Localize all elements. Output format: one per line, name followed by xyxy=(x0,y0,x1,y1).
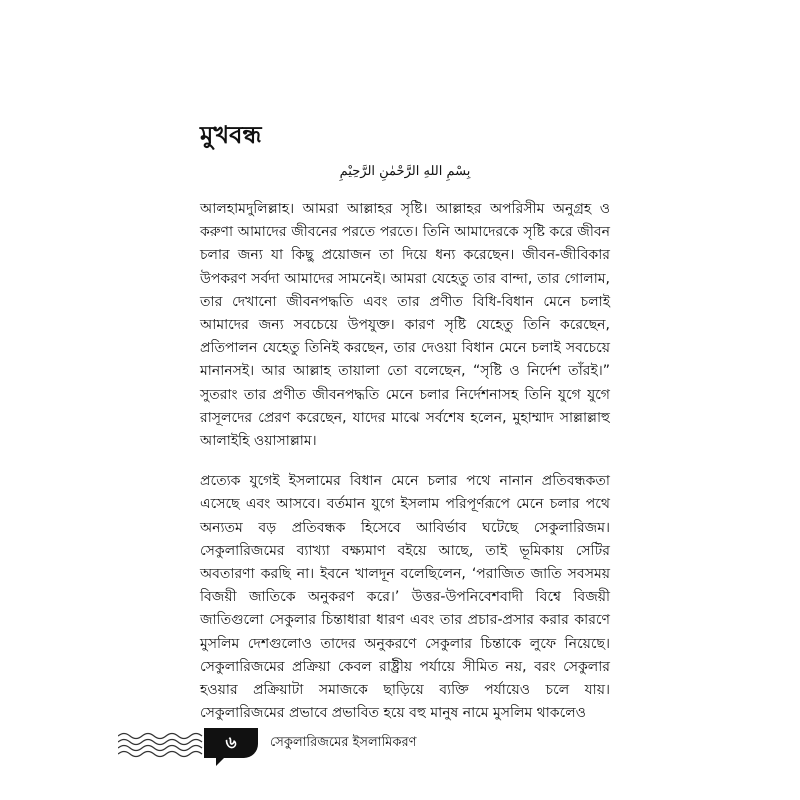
paragraph-1: আলহামদুলিল্লাহ। আমরা আল্লাহর সৃষ্টি। আল্লাহর অপরিসীম অনুগ্রহ ও করুণা আমাদের জীবনের পরতে পরতে। তিনি আমাদেরকে সৃষ্টি করে জীবন চলার জন্য যা কিছু প্রয়োজন তা দিয়ে ধন্য করেছেন। জীবন-জীবিকার উপকরণ সর্বদা আমাদের সামনেই। আমরা যেহেতু তার বান্দা, তার গোলাম, তার দেখানো জীবনপদ্ধতি এবং তার প্রণীত বিধি-বিধান মেনে চলাই আমাদের জন্য সবচেয়ে উপযুক্ত। কারণ সৃষ্টি যেহেতু তিনি করেছেন, প্রতিপালন যেহেতু তিনিই করছেন, তার দেওয়া বিধান মেনে চলাই সবচেয়ে মানানসই। আর আল্লাহ তায়ালা তো বলেছেন, “সৃষ্টি ও নির্দেশ তাঁরই।” সুতরাং তার প্রণীত জীবনপদ্ধতি মেনে চলার নির্দেশনাসহ তিনি যুগে যুগে রাসূলদের প্রেরণ করেছেন, যাদের মাঝে সর্বশেষ হলেন, মুহাম্মাদ সাল্লাল্লাহু আলাইহি ওয়াসাল্লাম। xyxy=(200,201,610,450)
running-head: সেকুলারিজমের ইসলামিকরণ xyxy=(270,735,417,750)
body-text xyxy=(200,198,610,725)
page-footer xyxy=(118,728,598,764)
decorative-wave-icon xyxy=(118,728,208,762)
bismillah-calligraphy: بِسْمِ اللهِ الرَّحْمٰنِ الرَّحِيْمِ xyxy=(339,164,471,179)
paragraph-2: প্রত্যেক যুগেই ইসলামের বিধান মেনে চলার পথে নানান প্রতিবন্ধকতা এসেছে এবং আসবে। বর্তমান যুগে ইসলাম পরিপূর্ণরূপে মেনে চলার পথে অন্যতম বড় প্রতিবন্ধক হিসেবে আবির্ভাব ঘটেছে সেকুলারিজম। সেকুলারিজমের ব্যাখ্যা বক্ষ্যমাণ বইয়ে আছে, তাই ভূমিকায় সেটির অবতারণা করছি না। ইবনে খালদূন বলেছিলেন, ‘পরাজিত জাতি সবসময় বিজয়ী জাতিকে অনুকরণ করে।’ উত্তর-উপনিবেশবাদী বিশ্বে বিজয়ী জাতিগুলো সেকুলার চিন্তাধারা ধারণ এবং তার প্রচার-প্রসার করার কারণে মুসলিম দেশগুলোও তাদের অনুকরণে সেকুলার চিন্তাকে লুফে নিয়েছে। সেকুলারিজমের প্রক্রিয়া কেবল রাষ্ট্রীয় পর্যায়ে সীমিত নয়, বরং সেকুলার হওয়ার প্রক্রিয়াটা সমাজকে ছাড়িয়ে ব্যক্তি পর্যায়েও চলে যায়। সেকুলারিজমের প্রভাবে প্রভাবিত হয়ে বহু মানুষ নামে মুসলিম থাকলেও xyxy=(200,473,610,722)
page-number-tab xyxy=(204,728,258,758)
page-number: ৬ xyxy=(225,733,237,753)
chapter-title: মুখবন্ধ xyxy=(200,121,262,149)
